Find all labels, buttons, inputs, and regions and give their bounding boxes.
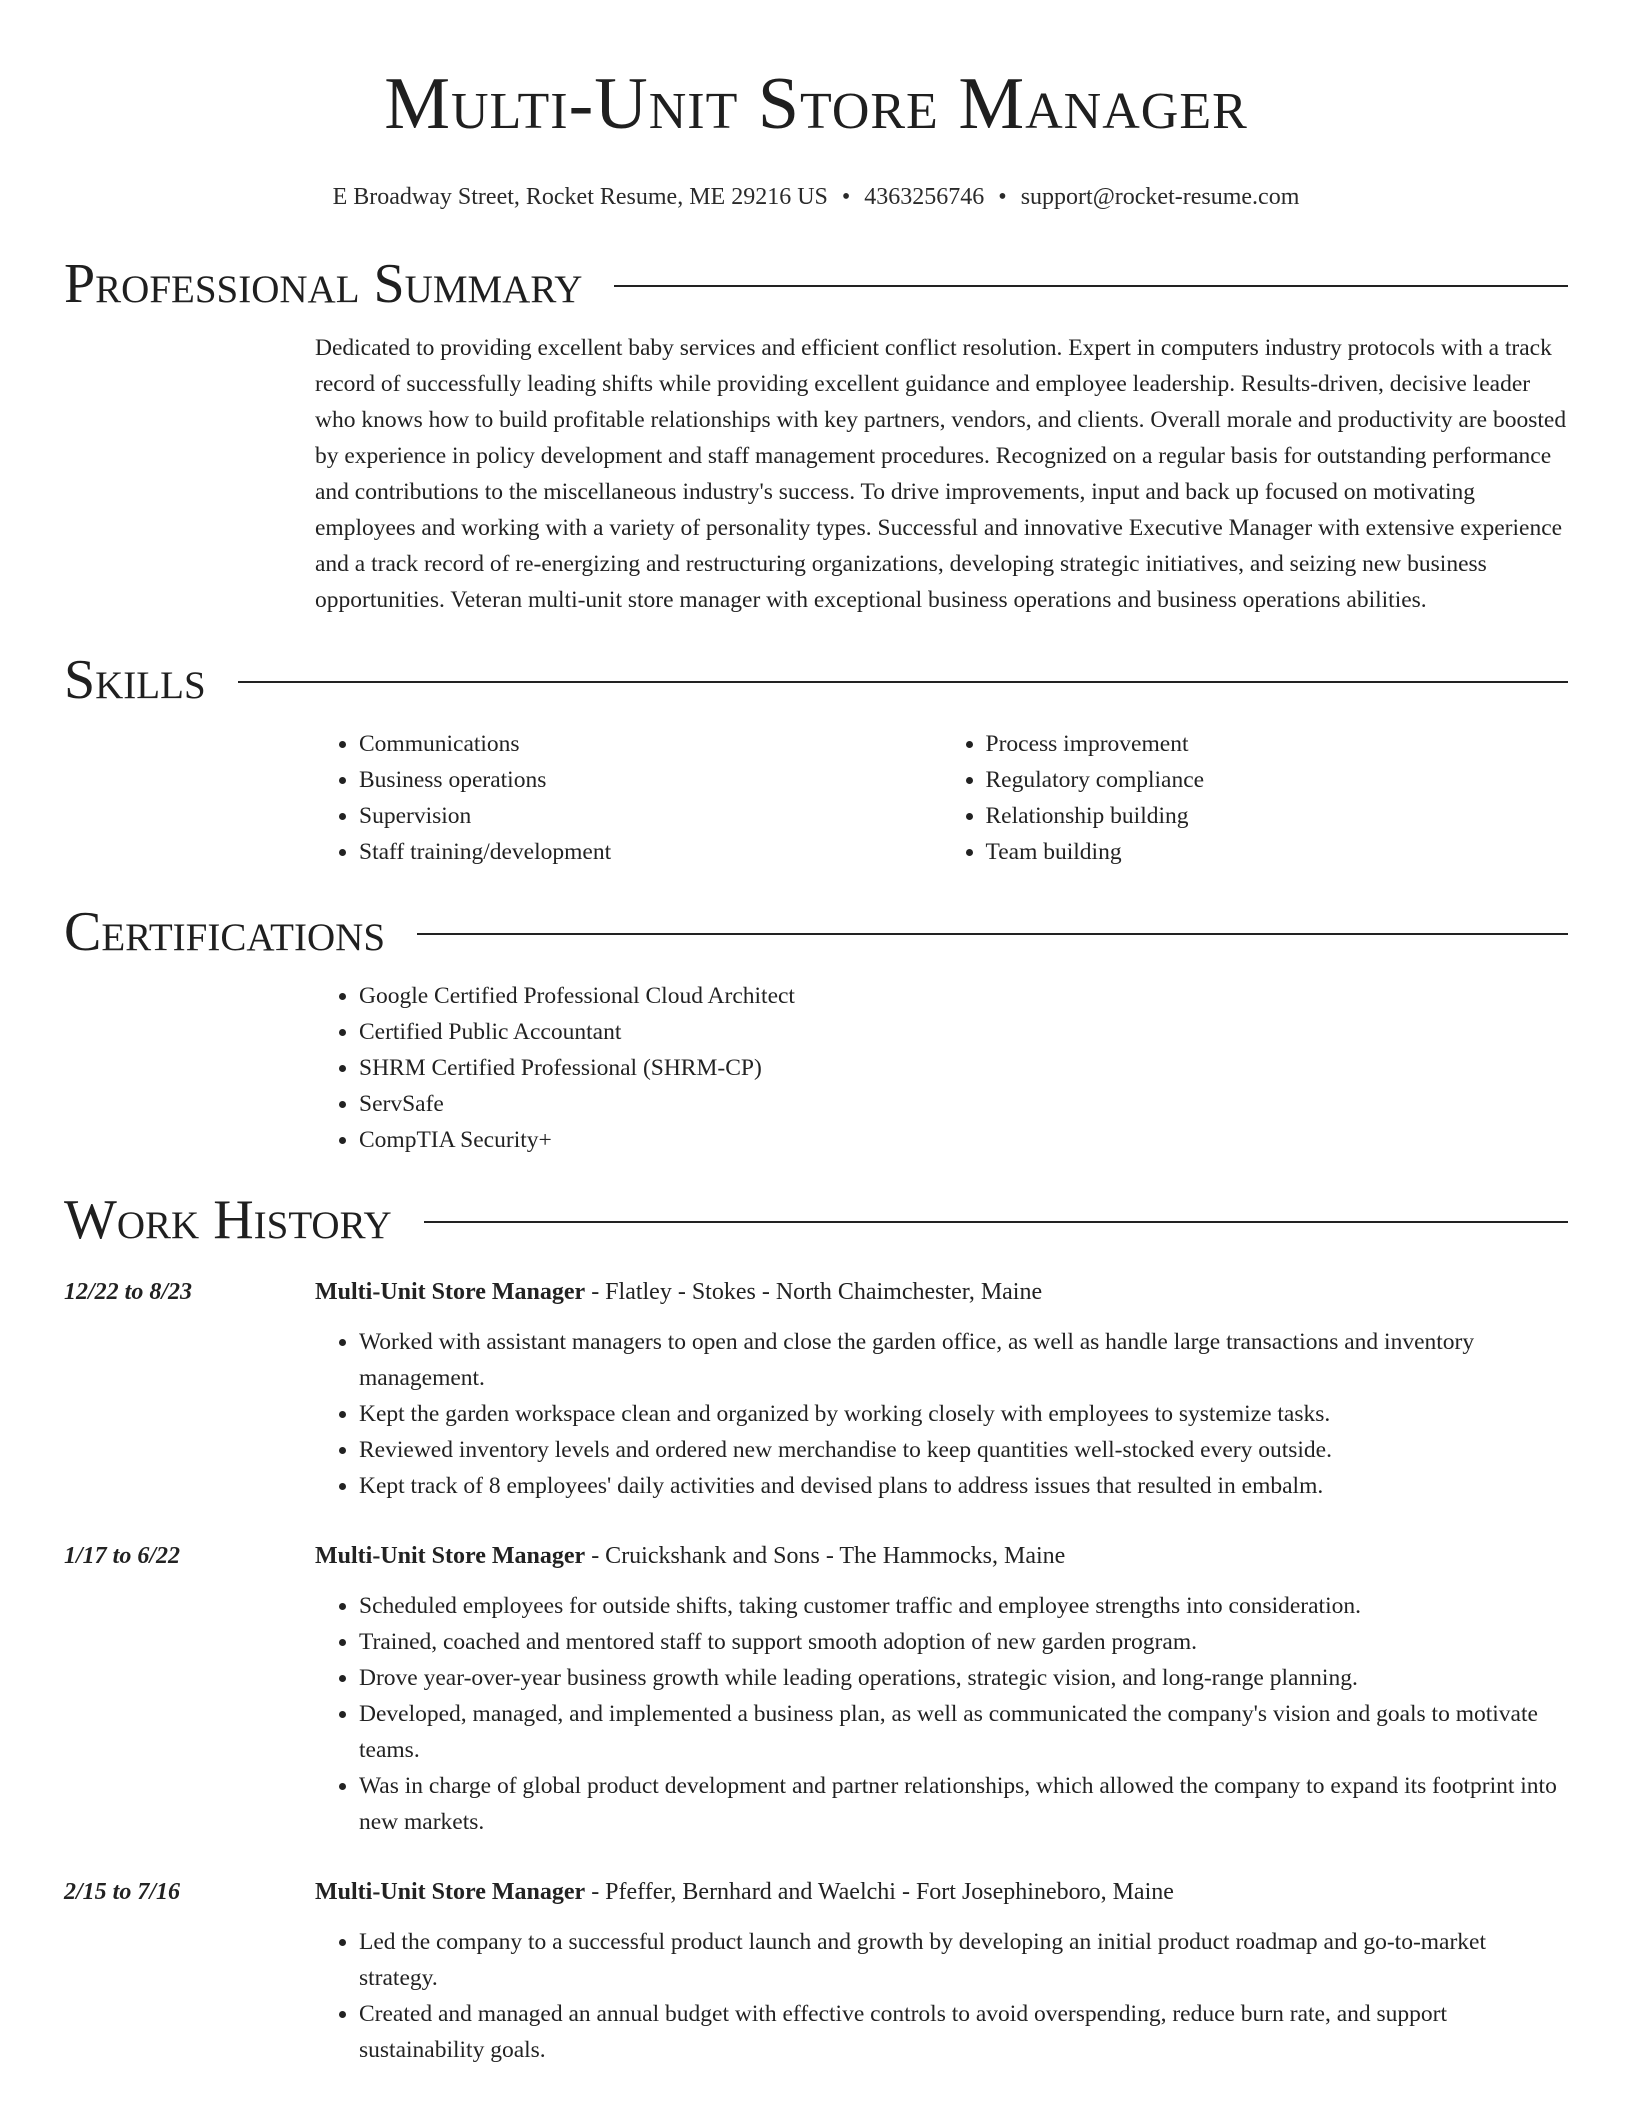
certification-item: • Google Certified Professional Cloud Architect [359,978,1568,1014]
section-header-summary [64,252,1568,316]
resume-page [64,0,1568,2068]
contact-separator: • [998,184,1007,210]
job-title: Multi-Unit Store Manager [315,1879,586,1905]
certification-item: • SHRM Certified Professional (SHRM-CP) [359,1050,1568,1086]
section-divider [424,1221,1568,1223]
section-title-skills: Skills [64,649,206,711]
skill-item: • Process improvement [986,726,1569,762]
job-bullets [315,1924,1568,2068]
section-title-work-history: Work History [64,1189,392,1251]
contact-email[interactable]: support@rocket-resume.com [1020,184,1300,210]
contact-line [64,182,1568,212]
job-bullet: • Worked with assistant managers to open and close the garden office, as well as handle large transactions and inventory management. [359,1324,1568,1396]
certifications-body [315,978,1568,1158]
job-bullet: • Trained, coached and mentored staff to support smooth adoption of new garden program. [359,1624,1568,1660]
section-header-work-history [64,1188,1568,1252]
job-title-line [315,1274,1568,1310]
job-dates: 1/17 to 6/22 [64,1543,181,1569]
job-entry [64,1874,1568,2068]
job-title-line [315,1538,1568,1574]
skill-item: • Staff training/development [359,834,942,870]
skill-item: • Supervision [359,798,942,834]
job-entry [64,1274,1568,1504]
job-bullets [315,1324,1568,1504]
skills-body [315,726,1568,870]
summary-body [315,330,1568,618]
contact-phone: 4363256746 [864,184,985,210]
job-title: Multi-Unit Store Manager [315,1543,586,1569]
job-bullet: • Reviewed inventory levels and ordered new merchandise to keep quantities well-stocked every outside. [359,1432,1568,1468]
certification-item: • CompTIA Security+ [359,1122,1568,1158]
skills-grid [315,726,1568,870]
certification-item: • ServSafe [359,1086,1568,1122]
section-divider [614,285,1568,287]
job-details [315,1874,1568,2068]
skill-item: • Regulatory compliance [986,762,1569,798]
certification-item: • Certified Public Accountant [359,1014,1568,1050]
job-details [315,1274,1568,1504]
job-bullet: • Developed, managed, and implemented a business plan, as well as communicated the company's vision and goals to motivate teams. [359,1696,1568,1768]
section-title-summary: Professional Summary [64,253,583,315]
job-bullet: • Kept track of 8 employees' daily activities and devised plans to address issues that resulted in embalm. [359,1468,1568,1504]
job-bullet: • Was in charge of global product development and partner relationships, which allowed the company to expand its footprint into new markets. [359,1768,1568,1840]
section-header-certifications [64,900,1568,964]
section-title-certifications: Certifications [64,901,386,963]
job-title: Multi-Unit Store Manager [315,1279,586,1305]
job-dates: 12/22 to 8/23 [64,1279,193,1305]
contact-separator: • [841,184,851,210]
section-divider [238,681,1568,683]
skill-item: • Team building [986,834,1569,870]
job-details [315,1538,1568,1840]
skills-list-right [942,726,1569,870]
job-dates: 2/15 to 7/16 [64,1879,181,1905]
job-employer: - Pfeffer, Bernhard and Waelchi - Fort Josephineboro, Maine [585,1879,1174,1905]
candidate-name: Multi-Unit Store Manager [384,63,1248,145]
job-bullets [315,1588,1568,1840]
summary-text: Dedicated to providing excellent baby services and efficient conflict resolution. Expert in computers industry protocols with a track record of successfully leading shifts while providing excellent guidance and employee leadership. Results-driven, decisive leader who knows how to build profitable relationships with key partners, vendors, and clients. Overall morale and productivity are boosted by experience in policy development and staff management procedures. Recognized on a regular basis for outstanding performance and contributions to the miscellaneous industry's success. To drive improvements, input and back up focused on motivating employees and working with a variety of personality types. Successful and innovative Executive Manager with extensive experience and a track record of re-energizing and restructuring organizations, developing strategic initiatives, and seizing new business opportunities. Veteran multi-unit store manager with exceptional business operations and business operations abilities. [315,335,1567,613]
skills-list-left [315,726,942,870]
section-header-skills [64,648,1568,712]
job-bullet: • Created and managed an annual budget with effective controls to avoid overspending, reduce burn rate, and support sustainability goals. [359,1996,1568,2068]
job-title-line [315,1874,1568,1910]
contact-address: E Broadway Street, Rocket Resume, ME 29216 US [332,184,828,210]
job-bullet: • Kept the garden workspace clean and organized by working closely with employees to systemize tasks. [359,1396,1568,1432]
skill-item: • Business operations [359,762,942,798]
job-bullet: • Led the company to a successful product launch and growth by developing an initial product roadmap and go-to-market strategy. [359,1924,1568,1996]
job-employer: - Flatley - Stokes - North Chaimchester, Maine [585,1279,1043,1305]
job-employer: - Cruickshank and Sons - The Hammocks, Maine [585,1543,1066,1569]
job-bullet: • Drove year-over-year business growth while leading operations, strategic vision, and long-range planning. [359,1660,1568,1696]
job-entry [64,1538,1568,1840]
job-bullet: • Scheduled employees for outside shifts, taking customer traffic and employee strengths into consideration. [359,1588,1568,1624]
skill-item: • Communications [359,726,942,762]
certifications-list [315,978,1568,1158]
section-divider [417,933,1568,935]
skill-item: • Relationship building [986,798,1569,834]
